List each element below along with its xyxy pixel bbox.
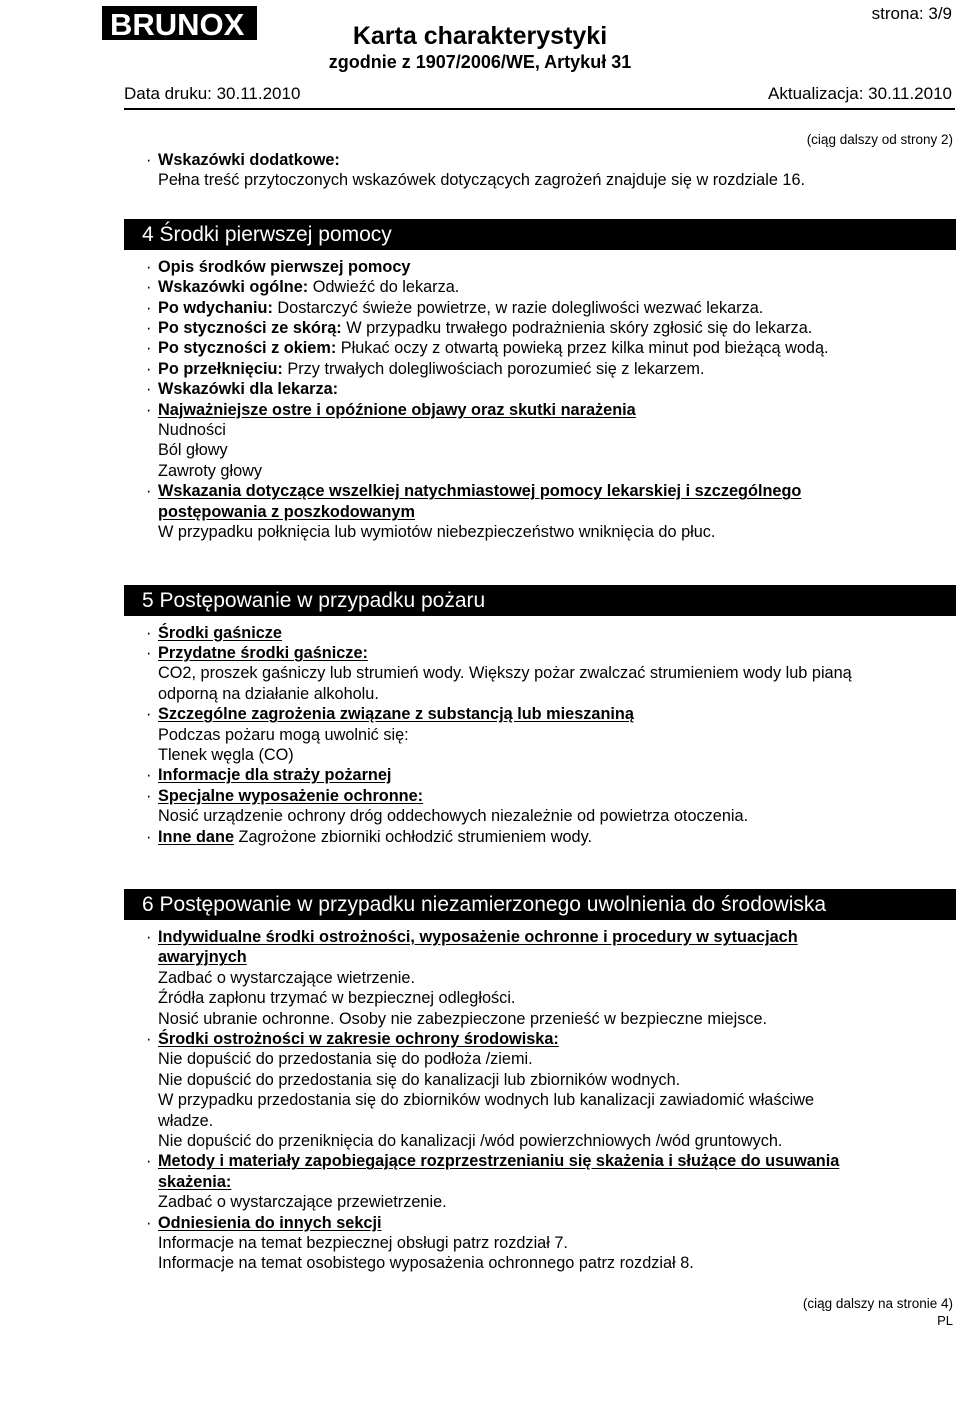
- s6-odn-line-1: Informacje na temat bezpiecznej obsługi patrz rozdział 7.: [158, 1234, 568, 1253]
- s5-przydatne-2: odporną na działanie alkoholu.: [158, 684, 379, 703]
- s4-skora: · Po styczności ze skórą: W przypadku trwałego podrażnienia skóry zgłosić się do lekarza.: [124, 318, 956, 338]
- s6-odn-line-2: Informacje na temat osobistego wyposażenia ochronnego patrz rozdział 8.: [158, 1254, 694, 1273]
- s6-srod-line-3: W przypadku przedostania się do zbiorników wodnych lub kanalizacji zawiadomić właściwe: [158, 1091, 815, 1110]
- s4-wskazania-text: W przypadku połknięcia lub wymiotów niebezpieczeństwo wniknięcia do płuc.: [158, 523, 716, 542]
- s5-inne: · Inne dane Zagrożone zbiorniki ochłodzić strumieniem wody.: [124, 827, 956, 847]
- s6-metody-text: Zadbać o wystarczające przewietrzenie.: [158, 1193, 447, 1212]
- document-title: Karta charakterystyki: [352, 22, 608, 50]
- s5-przydatne-1: CO2, proszek gaśniczy lub strumień wody. Większy pożar zwalczać strumieniem wody lub pianą: [158, 664, 852, 683]
- s4-objaw-3: Zawroty głowy: [158, 461, 263, 480]
- s5-zagrozenia: · Szczególne zagrożenia związane z substancją lub mieszaniną: [124, 704, 956, 724]
- s5-wyposazenie-text: Nosić urządzenie ochrony dróg oddechowych niezależnie od powietrza otoczenia.: [158, 807, 749, 826]
- s6-indyw-line-3: Nosić ubranie ochronne. Osoby nie zabezpieczone przenieść w bezpieczne miejsce.: [158, 1009, 768, 1028]
- continued-to-note: (ciąg dalszy na stronie 4): [802, 1296, 953, 1311]
- continued-from-note: (ciąg dalszy od strony 2): [806, 132, 953, 147]
- s4-objawy: · Najważniejsze ostre i opóźnione objawy oraz skutki narażenia: [124, 400, 956, 420]
- brunox-logo-text: BRUNOX: [110, 7, 245, 42]
- print-date: Data druku: 30.11.2010: [124, 84, 301, 103]
- s6-indyw-line-1: Zadbać o wystarczające wietrzenie.: [158, 968, 415, 987]
- s6-metody-cont: skażenia:: [158, 1172, 232, 1191]
- document-body: [124, 150, 956, 1274]
- s6-indyw-line-2: Źródła zapłonu trzymać w bezpiecznej odległości.: [158, 989, 516, 1008]
- s5-zagrozenia-1: Podczas pożaru mogą uwolnić się:: [158, 725, 409, 744]
- s5-zagrozenia-2: Tlenek węgla (CO): [158, 745, 294, 764]
- s6-indywidualne-cont: awaryjnych: [158, 948, 247, 967]
- s6-odniesienia: · Odniesienia do innych sekcji: [124, 1213, 956, 1233]
- update-date: Aktualizacja: 30.11.2010: [768, 84, 952, 103]
- header-rule: [124, 108, 955, 110]
- document-subtitle: zgodnie z 1907/2006/WE, Artykuł 31: [328, 52, 632, 72]
- s5-przydatne: · Przydatne środki gaśnicze:: [124, 643, 956, 663]
- section-4-heading: 4 Środki pierwszej pomocy: [124, 219, 956, 250]
- language-code: PL: [937, 1313, 953, 1328]
- s6-indywidualne: · Indywidualne środki ostrożności, wyposażenie ochronne i procedury w sytuacjach: [124, 927, 956, 947]
- s4-przelkniecie: · Po przełknięciu: Przy trwałych dolegliwościach porozumieć się z lekarzem.: [124, 359, 956, 379]
- s4-objaw-1: Nudności: [158, 421, 226, 440]
- s4-wdychanie: · Po wdychaniu: Dostarczyć świeże powietrze, w razie dolegliwości wezwać lekarza.: [124, 298, 956, 318]
- page-number: strona: 3/9: [871, 4, 952, 23]
- section-6-heading: 6 Postępowanie w przypadku niezamierzonego uwolnienia do środowiska: [124, 889, 956, 920]
- s4-ogolne: · Wskazówki ogólne: Odwieźć do lekarza.: [124, 277, 956, 297]
- s5-informacje: · Informacje dla straży pożarnej: [124, 765, 956, 785]
- s6-srod-line-5: Nie dopuścić do przeniknięcia do kanalizacji /wód powierzchniowych /wód gruntowych.: [158, 1132, 783, 1151]
- s4-oko: · Po styczności z okiem: Płukać oczy z otwartą powieką przez kilka minut pod bieżącą wodą.: [124, 338, 956, 358]
- section-5-heading: 5 Postępowanie w przypadku pożaru: [124, 585, 956, 616]
- s4-wskazania: · Wskazania dotyczące wszelkiej natychmiastowej pomocy lekarskiej i szczególnego: [124, 481, 956, 501]
- s6-metody: · Metody i materiały zapobiegające rozprzestrzenianiu się skażenia i służące do usuwania: [124, 1151, 956, 1171]
- intro-item: · Wskazówki dodatkowe:: [124, 150, 956, 170]
- s6-srod-line-4: władze.: [158, 1111, 214, 1130]
- s4-opis: · Opis środków pierwszej pomocy: [124, 257, 956, 277]
- s4-objaw-2: Ból głowy: [158, 441, 228, 460]
- s6-srod-line-1: Nie dopuścić do przedostania się do podłoża /ziemi.: [158, 1050, 533, 1069]
- s5-srodki: · Środki gaśnicze: [124, 623, 956, 643]
- s6-srodowisko: · Środki ostrożności w zakresie ochrony środowiska:: [124, 1029, 956, 1049]
- s4-lekarz: · Wskazówki dla lekarza:: [124, 379, 956, 399]
- s6-srod-line-2: Nie dopuścić do przedostania się do kanalizacji lub zbiorników wodnych.: [158, 1070, 681, 1089]
- intro-text: Pełna treść przytoczonych wskazówek dotyczących zagrożeń znajduje się w rozdziale 16.: [158, 171, 806, 190]
- s5-wyposazenie: · Specjalne wyposażenie ochronne:: [124, 786, 956, 806]
- s4-wskazania-cont: postępowania z poszkodowanym: [158, 502, 415, 521]
